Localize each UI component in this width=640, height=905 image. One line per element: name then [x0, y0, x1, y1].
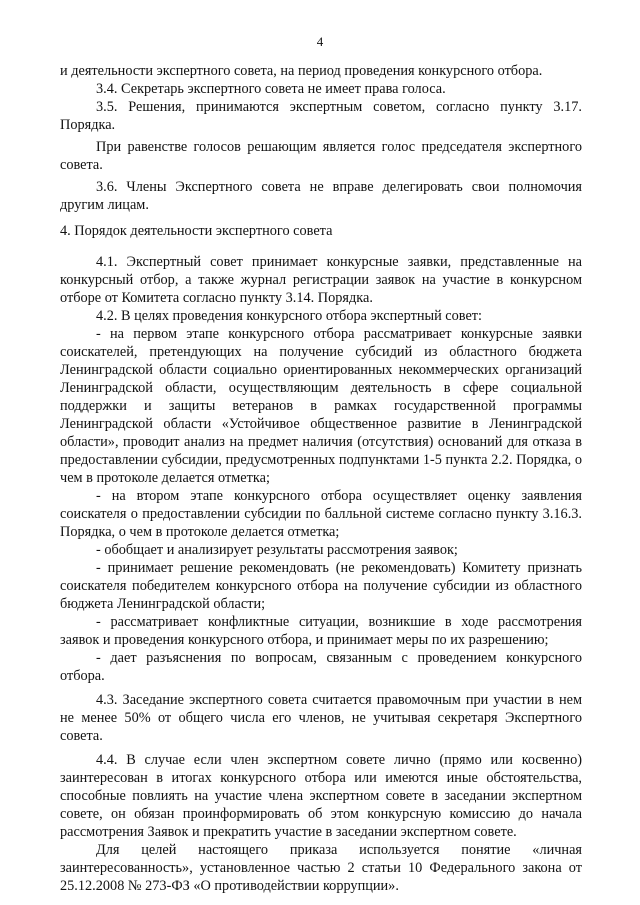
list-item-conflicts: - рассматривает конфликтные ситуации, возникшие в ходе рассмотрения заявок и проведения конкурсного отбора, и принимает меры по их разрешению; [60, 614, 582, 648]
section-heading: 4. Порядок деятельности экспертного совета [60, 223, 333, 239]
list-item-first-stage: - на первом этапе конкурсного отбора рассматривает конкурсные заявки соискателей, претендующих на получение субсидий из областного бюджета Ленинградской области социально ориентированных некоммерческих организаций Ленинградской области, осуществляющим деятельность в сфере социальной поддержки и защиты ветеранов в рамках государственной программы Ленинградской области «Устойчивое общественное развитие в Ленинградской области», проводит анализ на предмет наличия (отсутствия) оснований для отказа в предоставлении субсидии, предусмотренных подпунктами 1-5 пункта 2.2. Порядка, о чем в протоколе делается отметка; [60, 326, 582, 486]
list-item-second-stage: - на втором этапе конкурсного отбора осуществляет оценку заявления соискателя о предоставлении субсидии по балльной системе согласно пункту 3.16.3. Порядка, о чем в протоколе делается отметка; [60, 488, 582, 540]
paragraph-4-3: 4.3. Заседание экспертного совета считается правомочным при участии в нем не менее 50% от общего числа его членов, не учитывая секретаря Экспертного совета. [60, 692, 582, 744]
page-number: 4 [316, 34, 324, 49]
paragraph-4-2: 4.2. В целях проведения конкурсного отбора экспертный совет: [96, 308, 483, 324]
paragraph-3-4: 3.4. Секретарь экспертного совета не имеет права голоса. [96, 81, 446, 97]
list-item-clarifications: - дает разъяснения по вопросам, связанным с проведением конкурсного отбора. [60, 650, 582, 684]
document-body [60, 62, 582, 895]
paragraph-3-6: 3.6. Члены Экспертного совета не вправе делегировать свои полномочия другим лицам. [60, 179, 582, 213]
list-item-summarize: - обобщает и анализирует результаты рассмотрения заявок; [96, 542, 458, 558]
paragraph-4-1: 4.1. Экспертный совет принимает конкурсные заявки, представленные на конкурсный отбор, а также журнал регистрации заявок на участие в конкурсном отборе от Комитета согласно пункту 3.14. Порядка. [60, 254, 582, 306]
paragraph-4-4: 4.4. В случае если член экспертном совете лично (прямо или косвенно) заинтересован в итогах конкурсного отбора или имеются иные обстоятельства, способные повлиять на участие члена экспертном совете в заседании экспертном совете, он обязан проинформировать об этом конкурсную комиссию до начала рассмотрения Заявок и прекратить участие в заседании экспертном совете. [60, 752, 582, 840]
paragraph-personal-interest: Для целей настоящего приказа используется понятие «личная заинтересованность», установленное частью 2 статьи 10 Федерального закона от 25.12.2008 № 273-ФЗ «О противодействии коррупции». [60, 842, 582, 894]
paragraph-continuation: и деятельности экспертного совета, на период проведения конкурсного отбора. [60, 63, 543, 79]
paragraph-tie-vote: При равенстве голосов решающим является голос председателя экспертного совета. [60, 139, 582, 173]
paragraph-3-5: 3.5. Решения, принимаются экспертным советом, согласно пункту 3.17. Порядка. [60, 99, 582, 133]
list-item-recommend: - принимает решение рекомендовать (не рекомендовать) Комитету признать соискателя победителем конкурсного отбора на получение субсидии из областного бюджета Ленинградской области; [60, 560, 582, 612]
